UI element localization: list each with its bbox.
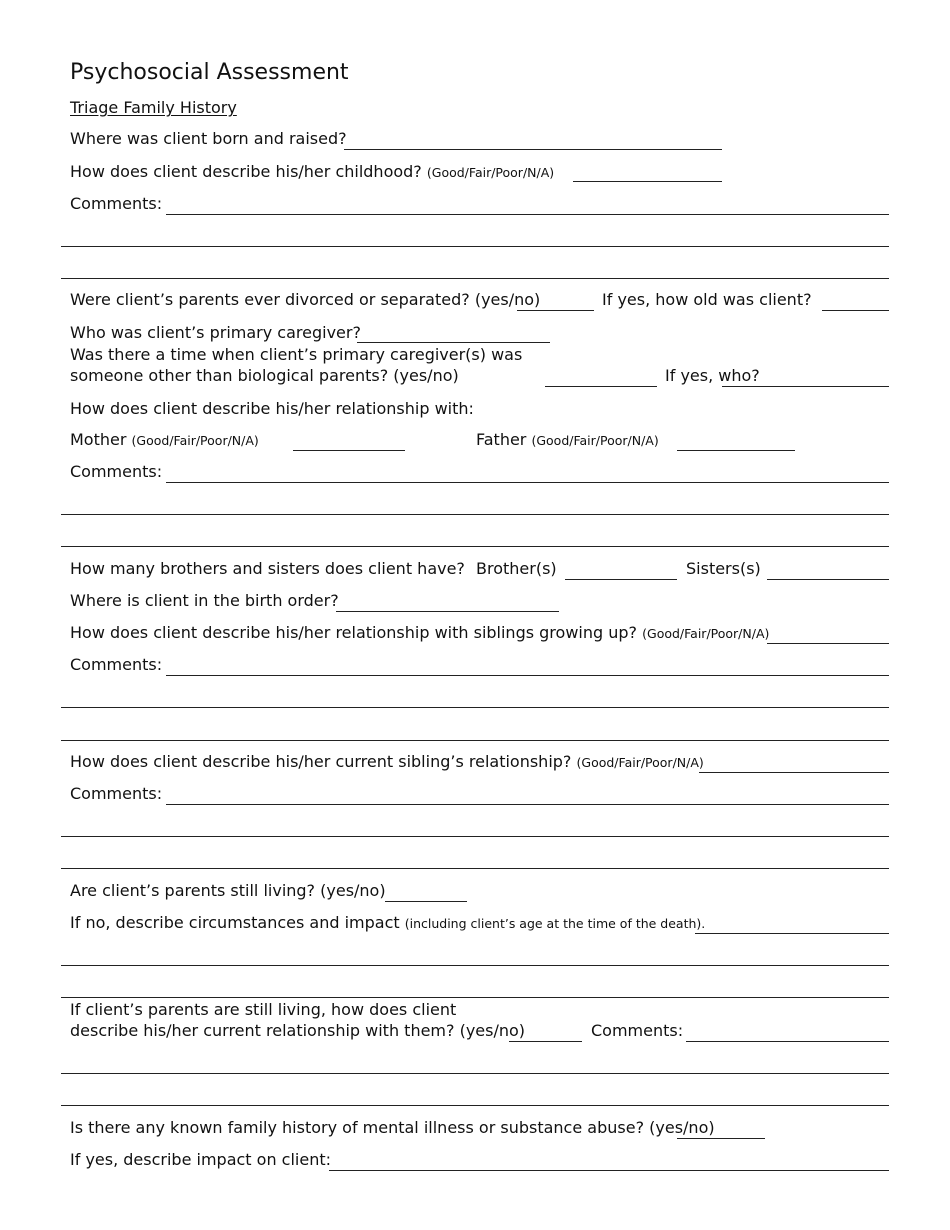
divorced-field[interactable] (517, 310, 594, 311)
mother-text: Mother (70, 430, 127, 449)
born-raised-label: Where was client born and raised? (70, 129, 347, 148)
siblings-options-hint: (Good/Fair/Poor/N/A) (642, 626, 770, 641)
other-caregiver-label-line1: Was there a time when client’s primary caregiver(s) was (70, 345, 523, 364)
current-sibling-question: How does client describe his/her current sibling’s relationship? (70, 752, 572, 771)
childhood-question: How does client describe his/her childhood? (70, 162, 422, 181)
living-relationship-label-line1: If client’s parents are still living, how does client (70, 1000, 457, 1019)
siblings-count-label: How many brothers and sisters does client have? (70, 559, 465, 578)
comments-field-1[interactable] (166, 214, 889, 215)
father-label (476, 430, 659, 451)
siblings-growing-up-field[interactable] (767, 643, 889, 644)
mother-options-hint: (Good/Fair/Poor/N/A) (131, 433, 259, 448)
childhood-field[interactable] (573, 181, 722, 182)
comments-line[interactable] (61, 278, 889, 279)
current-sibling-field[interactable] (699, 772, 889, 773)
living-relationship-comments-field[interactable] (686, 1041, 889, 1042)
other-caregiver-field[interactable] (545, 386, 657, 387)
brothers-field[interactable] (565, 579, 677, 580)
comments-field-2[interactable] (166, 482, 889, 483)
page-title: Psychosocial Assessment (70, 60, 349, 85)
childhood-options-hint: (Good/Fair/Poor/N/A) (426, 165, 555, 180)
childhood-label (70, 162, 554, 183)
birth-order-field[interactable] (336, 611, 559, 612)
comments-label: Comments: (70, 784, 163, 803)
relationship-with-label: How does client describe his/her relationship with: (70, 399, 474, 418)
family-history-label: Is there any known family history of mental illness or substance abuse? (yes/no) (70, 1118, 715, 1137)
comments-label: Comments: (70, 462, 163, 481)
divorced-label: Were client’s parents ever divorced or separated? (yes/no) (70, 290, 541, 309)
comments-line[interactable] (61, 740, 889, 741)
living-relationship-field[interactable] (509, 1041, 582, 1042)
comments-field-3[interactable] (166, 675, 889, 676)
comments-line[interactable] (61, 707, 889, 708)
if-yes-who-label: If yes, who? (665, 366, 760, 385)
sisters-field[interactable] (767, 579, 889, 580)
comments-line[interactable] (61, 965, 889, 966)
comments-label: Comments: (70, 194, 163, 213)
current-sibling-options-hint: (Good/Fair/Poor/N/A) (576, 755, 704, 770)
siblings-growing-up-question: How does client describe his/her relationship with siblings growing up? (70, 623, 638, 642)
if-no-describe-label (70, 913, 705, 934)
father-field[interactable] (677, 450, 795, 451)
father-options-hint: (Good/Fair/Poor/N/A) (531, 433, 659, 448)
comments-line[interactable] (61, 997, 889, 998)
father-text: Father (476, 430, 527, 449)
sisters-label: Sisters(s) (686, 559, 761, 578)
current-sibling-label (70, 752, 704, 773)
section-title: Triage Family History (70, 98, 237, 117)
comments-label: Comments: (70, 655, 163, 674)
mother-field[interactable] (293, 450, 405, 451)
if-no-hint: (including client’s age at the time of the death). (404, 916, 706, 931)
impact-field[interactable] (329, 1170, 889, 1171)
born-raised-field[interactable] (344, 149, 722, 150)
comments-line[interactable] (61, 1073, 889, 1074)
comments-line[interactable] (61, 546, 889, 547)
if-no-describe-field[interactable] (695, 933, 889, 934)
birth-order-label: Where is client in the birth order? (70, 591, 339, 610)
comments-line[interactable] (61, 1105, 889, 1106)
siblings-growing-up-label (70, 623, 769, 644)
impact-label: If yes, describe impact on client: (70, 1150, 331, 1169)
other-caregiver-label-line2: someone other than biological parents? (yes/no) (70, 366, 459, 385)
parents-living-field[interactable] (385, 901, 467, 902)
if-no-describe-question: If no, describe circumstances and impact (70, 913, 400, 932)
comments-line[interactable] (61, 836, 889, 837)
if-yes-who-field[interactable] (722, 386, 889, 387)
mother-label (70, 430, 259, 451)
divorced-age-label: If yes, how old was client? (602, 290, 812, 309)
primary-caregiver-label: Who was client’s primary caregiver? (70, 323, 361, 342)
parents-living-label: Are client’s parents still living? (yes/no) (70, 881, 386, 900)
living-relationship-label-line2: describe his/her current relationship with them? (yes/no) (70, 1021, 526, 1040)
comments-label: Comments: (591, 1021, 684, 1040)
brothers-label: Brother(s) (476, 559, 557, 578)
comments-line[interactable] (61, 514, 889, 515)
comments-field-4[interactable] (166, 804, 889, 805)
family-history-field[interactable] (677, 1138, 765, 1139)
divorced-age-field[interactable] (822, 310, 889, 311)
comments-line[interactable] (61, 868, 889, 869)
primary-caregiver-field[interactable] (357, 342, 550, 343)
comments-line[interactable] (61, 246, 889, 247)
